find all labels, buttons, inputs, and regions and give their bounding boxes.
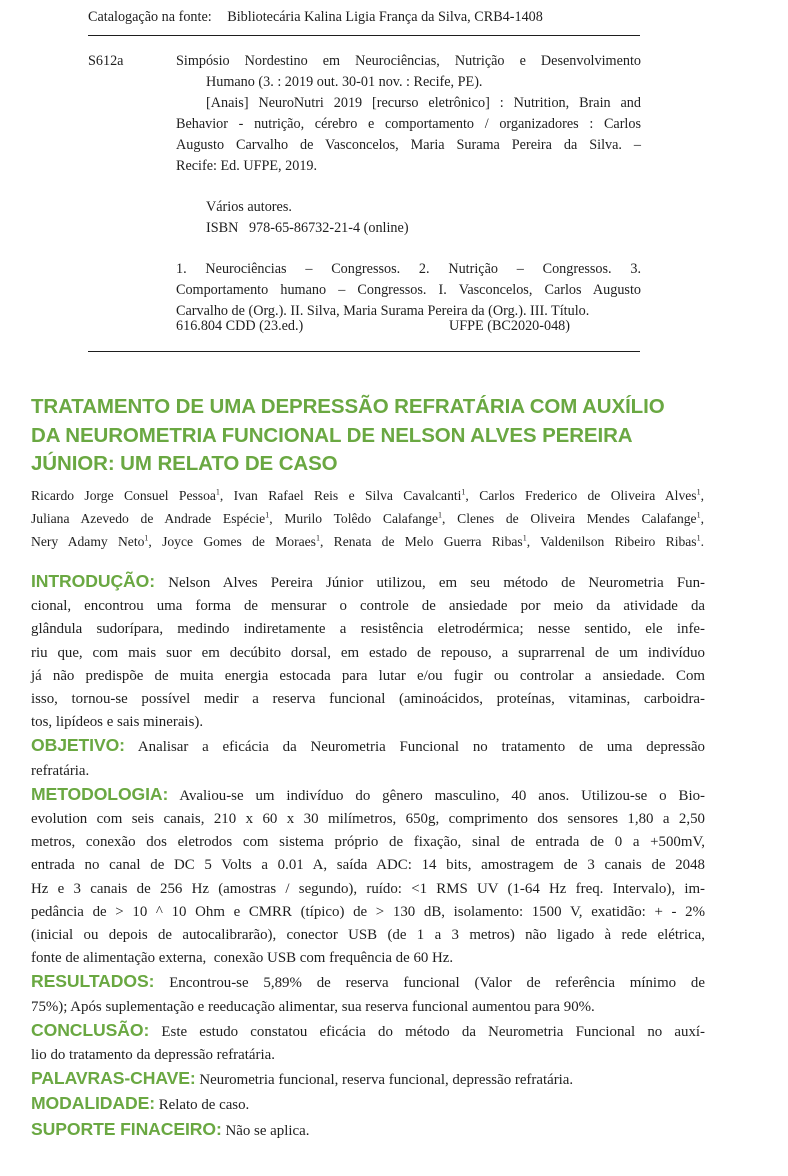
catalog-call-number: S612a bbox=[88, 53, 124, 69]
section-line: já não predispõe de muita energia estocada para lutar e/ou fugir ou controlar a ansiedade. Com bbox=[31, 667, 705, 684]
section-line: entrada no canal de DC 5 Volts a 0.01 A, saída ADC: 14 bits, amostragem de 3 canais de 2048 bbox=[31, 857, 705, 874]
catalog-isbn: ISBN 978-65-86732-21-4 (online) bbox=[206, 220, 409, 236]
title-line: DA NEUROMETRIA FUNCIONAL DE NELSON ALVES PEREIRA bbox=[31, 423, 633, 447]
section-heading: METODOLOGIA: bbox=[31, 783, 169, 804]
section-methodology bbox=[31, 783, 705, 971]
section-heading: SUPORTE FINACEIRO: bbox=[31, 1118, 222, 1139]
author-name: Juliana Azevedo de Andrade Espécie bbox=[31, 511, 266, 526]
affiliation-mark: 1 bbox=[215, 487, 220, 497]
catalog-entry-line: Recife: Ed. UFPE, 2019. bbox=[176, 158, 318, 174]
article-title bbox=[31, 393, 761, 479]
catalog-entry-line: Augusto Carvalho de Vasconcelos, Maria Surama Pereira da Silva. – bbox=[176, 137, 641, 153]
section-line: (inicial ou depois de autocalibrarão), conector USB (de 1 a 3 metros) não ligado à rede elétrica, bbox=[31, 927, 705, 944]
section-line: tos, lipídeos e sais minerais). bbox=[31, 714, 204, 731]
author-name: , Joyce Gomes de Moraes bbox=[148, 534, 316, 549]
catalog-bottom-rule bbox=[88, 351, 640, 352]
catalog-subject-line: Carvalho de (Org.). II. Silva, Maria Surama Pereira da (Org.). III. Título. bbox=[176, 303, 590, 319]
section-line bbox=[31, 1019, 705, 1044]
affiliation-mark: 1 bbox=[696, 533, 701, 543]
author-separator: , bbox=[700, 488, 704, 503]
section-text: Nelson Alves Pereira Júnior utilizou, em seu método de Neurometria Fun- bbox=[155, 575, 705, 591]
affiliation-mark: 1 bbox=[461, 487, 466, 497]
author-line bbox=[31, 484, 704, 507]
catalog-footer bbox=[176, 316, 641, 337]
affiliation-mark: 1 bbox=[144, 533, 149, 543]
section-introduction bbox=[31, 570, 705, 734]
section-line bbox=[31, 783, 705, 808]
catalog-entry-line: Humano (3. : 2019 out. 30-01 nov. : Recife, PE). bbox=[206, 74, 483, 90]
catalog-spacer bbox=[176, 177, 641, 197]
author-list bbox=[31, 484, 704, 553]
author-name: , Ivan Rafael Reis e Silva Cavalcanti bbox=[219, 488, 462, 503]
title-line: JÚNIOR: UM RELATO DE CASO bbox=[31, 452, 338, 475]
catalog-classification: 616.804 CDD (23.ed.) bbox=[176, 318, 304, 334]
author-line bbox=[31, 530, 704, 553]
author-name: , Valdenilson Ribeiro Ribas bbox=[526, 534, 697, 549]
section-objective bbox=[31, 734, 705, 782]
catalog-entry-line: Simpósio Nordestino em Neurociências, Nutrição e Desenvolvimento bbox=[176, 53, 641, 69]
section-line bbox=[31, 970, 705, 995]
section-line: cional, encontrou uma forma de mensurar o controle de ansiedade por meio da atividade da bbox=[31, 598, 705, 615]
catalog-subject-line: Comportamento humano – Congressos. I. Vasconcelos, Carlos Augusto bbox=[176, 282, 641, 298]
affiliation-mark: 1 bbox=[437, 510, 442, 520]
catalog-note-line: Vários autores. bbox=[206, 199, 292, 215]
section-text: Analisar a eficácia da Neurometria Funcional no tratamento de uma depressão bbox=[124, 739, 705, 756]
section-results bbox=[31, 970, 705, 1018]
section-modality bbox=[31, 1092, 705, 1117]
author-name: , Renata de Melo Guerra Ribas bbox=[319, 534, 523, 549]
section-text: Encontrou-se 5,89% de reserva funcional (Valor de referência mínimo de bbox=[154, 975, 705, 992]
section-heading: OBJETIVO: bbox=[31, 735, 125, 756]
catalog-spacer bbox=[176, 239, 641, 259]
section-heading: PALAVRAS-CHAVE: bbox=[31, 1068, 196, 1089]
section-heading: RESULTADOS: bbox=[31, 971, 155, 992]
section-line: pedância de > 10 ^ 10 Ohm e CMRR (típico) de > 130 dB, isolamento: 1500 V, exatidão: + - 2% bbox=[31, 903, 705, 920]
section-text: Relato de caso. bbox=[155, 1097, 250, 1114]
author-separator: , bbox=[700, 511, 704, 526]
section-line: isso, tornou-se possível medir a reserva funcional (aminoácidos, proteínas, vitaminas, carboidra- bbox=[31, 691, 705, 708]
section-line: 75%); Após suplementação e reeducação alimentar, sua reserva funcional aumentou para 90%. bbox=[31, 998, 595, 1015]
section-line: refratária. bbox=[31, 762, 90, 779]
author-separator: . bbox=[700, 534, 704, 549]
section-line: glândula sudorípara, medindo indiretamente a resistência eletrodérmica; nesse sentido, ele infe- bbox=[31, 621, 705, 638]
author-name: , Clenes de Oliveira Mendes Calafange bbox=[441, 511, 697, 526]
affiliation-mark: 1 bbox=[522, 533, 527, 543]
section-keywords bbox=[31, 1067, 705, 1092]
section-text: Avaliou-se um indivíduo do gênero masculino, 40 anos. Utilizou-se o Bio- bbox=[168, 787, 705, 804]
section-heading: CONCLUSÃO: bbox=[31, 1019, 150, 1040]
section-heading: INTRODUÇÃO: bbox=[31, 571, 155, 591]
abstract-body bbox=[31, 570, 705, 1143]
section-line bbox=[31, 570, 705, 595]
author-line bbox=[31, 507, 704, 530]
affiliation-mark: 1 bbox=[265, 510, 270, 520]
section-line: riu que, com mais suor em decúbito dorsal, em estado de repouso, a suprarrenal de um indivíduo bbox=[31, 644, 705, 661]
catalog-top-rule bbox=[88, 35, 640, 36]
section-text: Não se aplica. bbox=[221, 1122, 310, 1139]
section-line: evolution com seis canais, 210 x 60 x 30 milímetros, 650g, comprimento dos sensores 1,80 a 2,50 bbox=[31, 811, 705, 828]
author-name: Nery Adamy Neto bbox=[31, 534, 145, 549]
catalog-source bbox=[88, 6, 648, 28]
author-name: Ricardo Jorge Consuel Pessoa bbox=[31, 488, 216, 503]
catalog-library-code: UFPE (BC2020-048) bbox=[449, 318, 570, 334]
catalog-entry-line: [Anais] NeuroNutri 2019 [recurso eletrônico] : Nutrition, Brain and bbox=[206, 95, 641, 111]
section-line: fonte de alimentação externa, conexão USB com frequência de 60 Hz. bbox=[31, 950, 454, 967]
catalog-source-label: Catalogação na fonte: bbox=[88, 9, 212, 25]
catalog-entry-line: Behavior - nutrição, cérebro e comportamento / organizadores : Carlos bbox=[176, 116, 641, 132]
catalog-source-value: Bibliotecária Kalina Ligia França da Silva, CRB4-1408 bbox=[227, 9, 543, 25]
section-line: Hz e 3 canais de 256 Hz (amostras / segundo), ruído: <1 RMS UV (1-64 Hz freq. Intervalo), im- bbox=[31, 880, 705, 897]
section-heading: MODALIDADE: bbox=[31, 1093, 155, 1114]
author-name: , Murilo Tolêdo Calafange bbox=[269, 511, 438, 526]
author-name: , Carlos Frederico de Oliveira Alves bbox=[465, 488, 697, 503]
section-text: Neurometria funcional, reserva funcional, depressão refratária. bbox=[195, 1072, 574, 1089]
affiliation-mark: 1 bbox=[696, 510, 701, 520]
section-line: metros, conexão dos eletrodos com sistema próprio de fixação, sinal de entrada de 0 a +500mV, bbox=[31, 834, 705, 851]
section-line: lio do tratamento da depressão refratária. bbox=[31, 1047, 275, 1064]
section-text: Este estudo constatou eficácia do método da Neurometria Funcional no auxí- bbox=[149, 1023, 705, 1040]
catalog-entry bbox=[176, 51, 641, 322]
affiliation-mark: 1 bbox=[696, 487, 701, 497]
affiliation-mark: 1 bbox=[315, 533, 320, 543]
section-line bbox=[31, 734, 705, 759]
section-funding bbox=[31, 1118, 705, 1143]
section-conclusion bbox=[31, 1019, 705, 1067]
title-line: TRATAMENTO DE UMA DEPRESSÃO REFRATÁRIA COM AUXÍLIO bbox=[31, 395, 665, 418]
catalog-subject-line: 1. Neurociências – Congressos. 2. Nutrição – Congressos. 3. bbox=[176, 261, 641, 277]
